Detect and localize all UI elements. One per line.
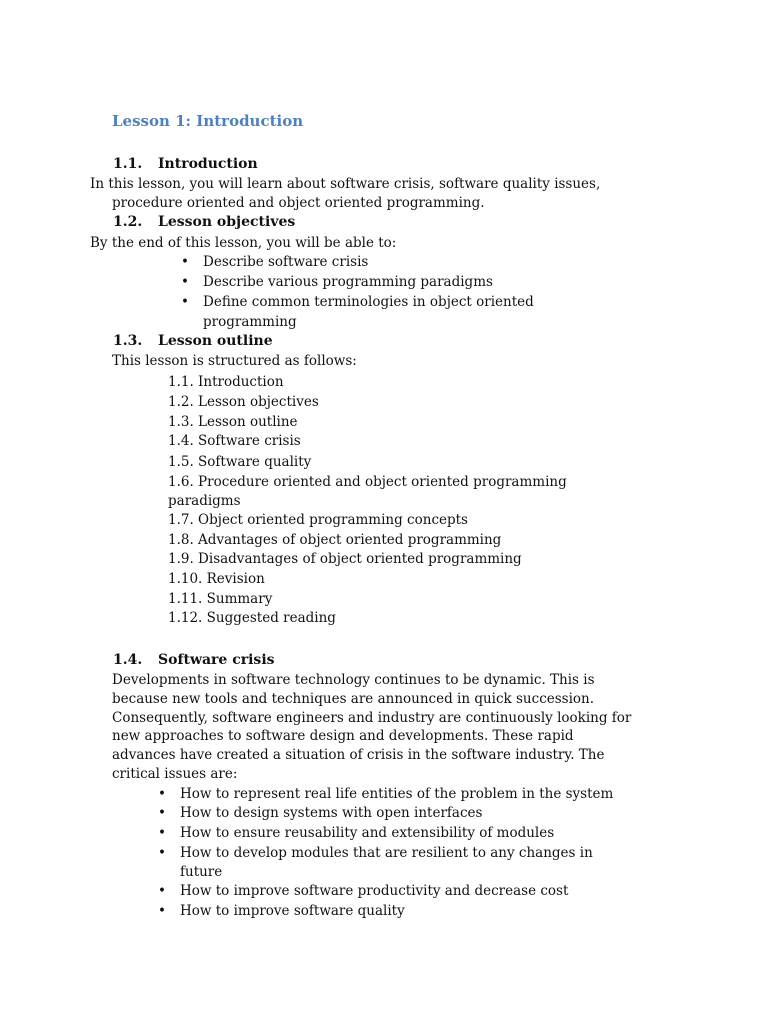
bullet-icon: • xyxy=(158,845,166,861)
outline-item: 1.9. Disadvantages of object oriented programming xyxy=(168,551,522,567)
section-number: 1.3. xyxy=(113,333,143,349)
bullet-icon: • xyxy=(158,786,166,802)
section-title: Introduction xyxy=(158,156,258,172)
section-heading-lesson-objectives xyxy=(113,213,295,233)
list-item-text: Define common terminologies in object oriented xyxy=(203,294,534,310)
paragraph-line: In this lesson, you will learn about software crisis, software quality issues, xyxy=(90,176,601,192)
outline-item: 1.5. Software quality xyxy=(168,454,312,470)
outline-item: 1.3. Lesson outline xyxy=(168,414,298,430)
section-heading-introduction xyxy=(113,155,258,175)
section-number: 1.4. xyxy=(113,652,143,668)
outline-item: 1.8. Advantages of object oriented programming xyxy=(168,532,502,548)
bullet-icon: • xyxy=(158,883,166,899)
section-number: 1.1. xyxy=(113,156,143,172)
bullet-icon: • xyxy=(181,254,189,270)
paragraph-line: because new tools and techniques are announced in quick succession. xyxy=(112,691,595,707)
paragraph-line: procedure oriented and object oriented programming. xyxy=(112,195,485,211)
outline-item: 1.12. Suggested reading xyxy=(168,610,336,626)
list-item-text: How to design systems with open interfaces xyxy=(180,805,483,821)
bullet-icon: • xyxy=(158,805,166,821)
paragraph-line: Developments in software technology continues to be dynamic. This is xyxy=(112,672,595,688)
list-item-text: How to ensure reusability and extensibility of modules xyxy=(180,825,555,841)
section-heading-lesson-outline xyxy=(113,332,273,352)
list-item-text: How to develop modules that are resilient to any changes in xyxy=(180,845,593,861)
bullet-icon: • xyxy=(158,825,166,841)
list-item-text: How to improve software productivity and decrease cost xyxy=(180,883,569,899)
outline-item: paradigms xyxy=(168,493,241,509)
outline-item: 1.1. Introduction xyxy=(168,374,284,390)
list-item-continuation: future xyxy=(180,864,223,880)
bullet-icon: • xyxy=(181,274,189,290)
outline-item: 1.2. Lesson objectives xyxy=(168,394,319,410)
bullet-icon: • xyxy=(181,294,189,310)
paragraph-line: This lesson is structured as follows: xyxy=(112,353,357,369)
section-title: Lesson outline xyxy=(158,333,273,349)
outline-item: 1.10. Revision xyxy=(168,571,265,587)
outline-item: 1.6. Procedure oriented and object oriented programming xyxy=(168,474,567,490)
paragraph-line: new approaches to software design and developments. These rapid xyxy=(112,728,574,744)
section-title: Software crisis xyxy=(158,652,275,668)
list-item-continuation: programming xyxy=(203,314,297,330)
bullet-icon: • xyxy=(158,903,166,919)
outline-item: 1.4. Software crisis xyxy=(168,433,301,449)
section-title: Lesson objectives xyxy=(158,214,296,230)
lesson-title: Lesson 1: Introduction xyxy=(112,112,304,130)
outline-item: 1.7. Object oriented programming concepts xyxy=(168,512,468,528)
paragraph-line: advances have created a situation of crisis in the software industry. The xyxy=(112,747,605,763)
list-item-text: How to improve software quality xyxy=(180,903,405,919)
section-number: 1.2. xyxy=(113,214,143,230)
list-item-text: Describe various programming paradigms xyxy=(203,274,493,290)
paragraph-line: Consequently, software engineers and industry are continuously looking for xyxy=(112,710,632,726)
paragraph-line: By the end of this lesson, you will be able to: xyxy=(90,235,397,251)
list-item-text: How to represent real life entities of the problem in the system xyxy=(180,786,614,802)
paragraph-line: critical issues are: xyxy=(112,766,238,782)
outline-item: 1.11. Summary xyxy=(168,591,273,607)
section-heading-software-crisis xyxy=(113,651,275,671)
list-item-text: Describe software crisis xyxy=(203,254,369,270)
